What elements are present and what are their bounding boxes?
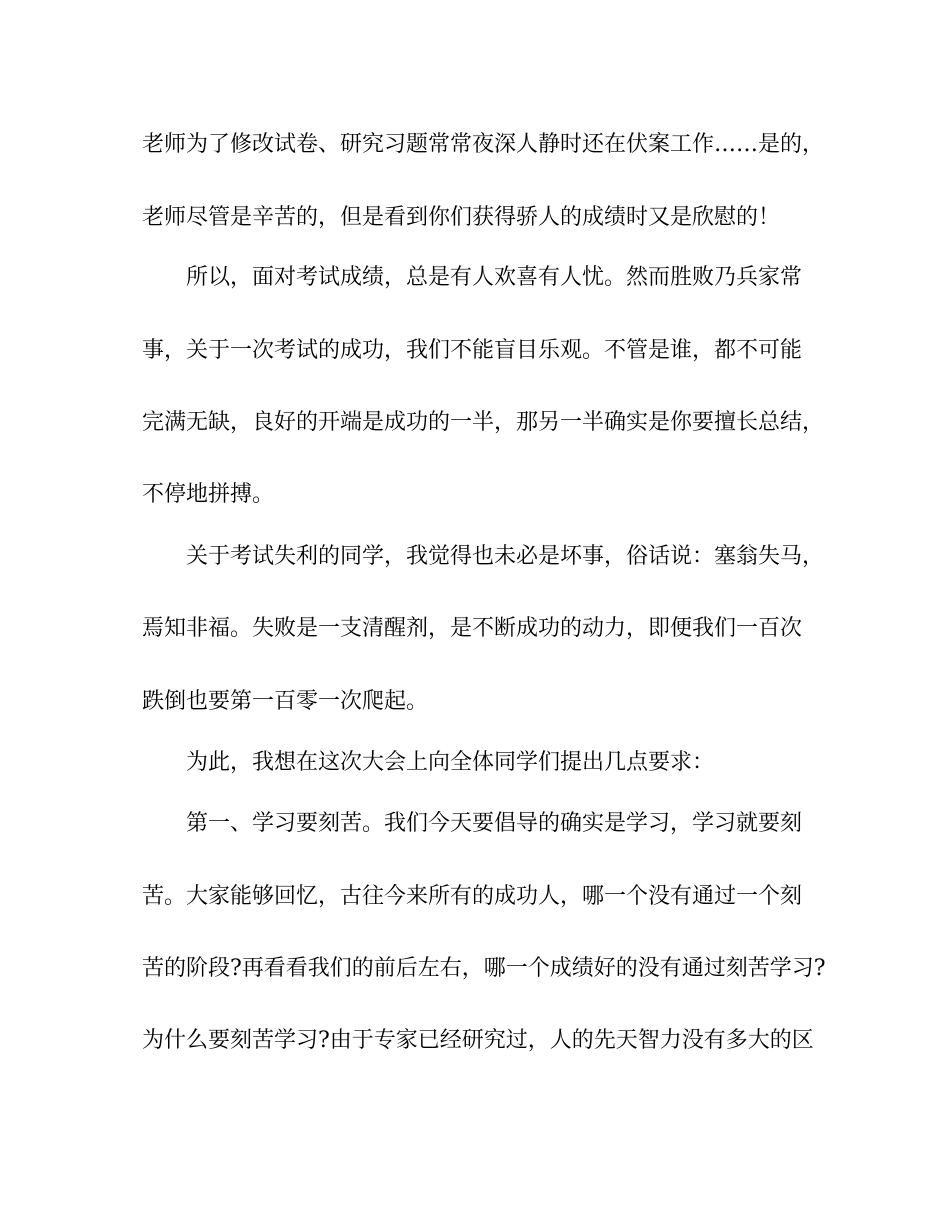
text-line: 苦的阶段?再看看我们的前后左右，哪一个成绩好的没有通过刻苦学习? xyxy=(142,956,826,981)
paragraph-first-line: 所以，面对考试成绩，总是有人欢喜有人忧。然而胜败乃兵家常 xyxy=(186,265,803,290)
text-line: 不停地拼搏。 xyxy=(142,482,275,507)
paragraph-first-line: 第一、学习要刻苦。我们今天要倡导的确实是学习，学习就要刻 xyxy=(186,811,803,836)
paragraph-first-line: 为此，我想在这次大会上向全体同学们提出几点要求： xyxy=(186,750,715,775)
text-line: 老师为了修改试卷、研究习题常常夜深人静时还在伏案工作……是的， xyxy=(142,132,825,157)
paragraph-first-line: 关于考试失利的同学，我觉得也未必是坏事，俗话说：塞翁失马， xyxy=(186,544,825,569)
text-line: 苦。大家能够回忆，古往今来所有的成功人，哪一个没有通过一个刻 xyxy=(142,884,803,909)
text-line: 事，关于一次考试的成功，我们不能盲目乐观。不管是谁，都不可能 xyxy=(142,338,803,363)
text-line: 为什么要刻苦学习?由于专家已经研究过，人的先天智力没有多大的区 xyxy=(142,1028,814,1053)
text-line: 完满无缺，良好的开端是成功的一半，那另一半确实是你要擅长总结， xyxy=(142,410,825,435)
text-line: 焉知非福。失败是一支清醒剂，是不断成功的动力，即便我们一百次 xyxy=(142,616,803,641)
text-line: 跌倒也要第一百零一次爬起。 xyxy=(142,689,429,714)
text-line: 老师尽管是辛苦的，但是看到你们获得骄人的成绩时又是欣慰的！ xyxy=(142,205,781,230)
